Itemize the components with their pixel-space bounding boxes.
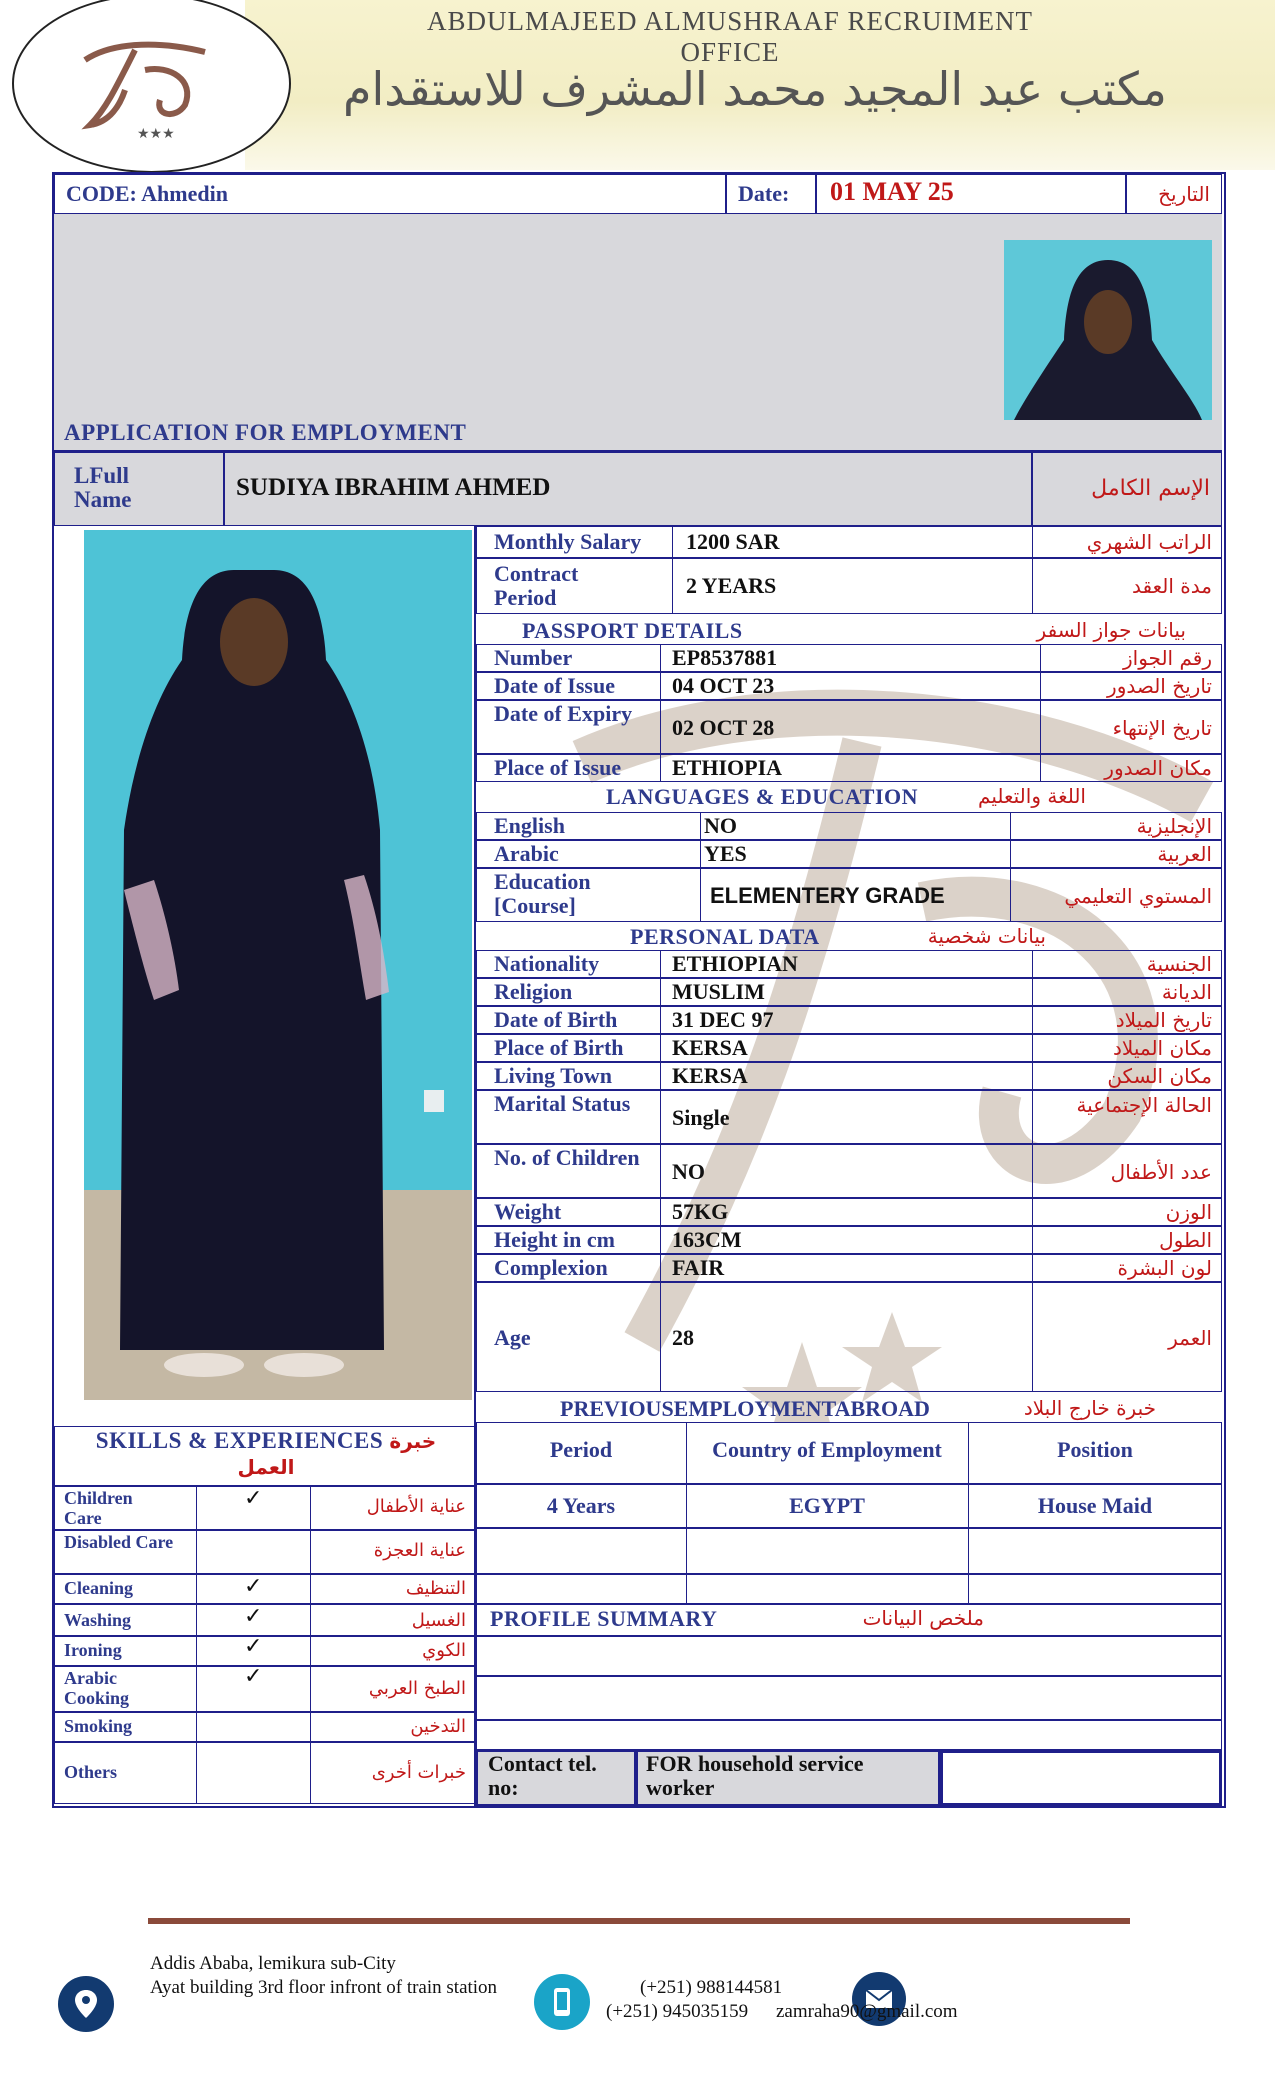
employment-country: EGYPT [789, 1493, 865, 1518]
table-row [476, 1720, 1222, 1750]
english-ar: الإنجليزية [1136, 814, 1212, 838]
office-name-ar: مكتب عبد المجيد محمد المشرف للاستقدام [343, 62, 1167, 116]
skill-ar: خبرات أخرى [371, 1762, 466, 1783]
religion-ar: الديانة [1161, 980, 1212, 1004]
english-label: English [494, 813, 565, 838]
marital-value: Single [672, 1105, 730, 1130]
footer-rule [148, 1918, 1130, 1924]
education-value: ELEMENTERY GRADE [710, 883, 945, 908]
application-form [52, 172, 1226, 1808]
email-address: zamraha90@gmail.com [776, 2001, 958, 2022]
skill-label: Arabic Cooking [64, 1668, 130, 1708]
country-header: Country of Employment [712, 1437, 942, 1462]
children-ar: عدد الأطفال [1110, 1160, 1212, 1184]
skill-ar: التدخين [410, 1716, 466, 1737]
contract-period-ar: مدة العقد [1132, 574, 1212, 598]
religion-label: Religion [494, 979, 573, 1004]
divider [1010, 812, 1011, 922]
arabic-label: Arabic [494, 841, 559, 866]
skill-label: Smoking [64, 1716, 133, 1736]
expiry-date-ar: تاريخ الإنتهاء [1112, 716, 1212, 740]
skill-label: Ironing [64, 1640, 122, 1660]
skills-title-en: SKILLS & EXPERIENCES [95, 1428, 384, 1453]
divider [1032, 950, 1033, 1392]
marital-ar: الحالة الإجتماعية [1076, 1093, 1212, 1117]
passport-number-ar: رقم الجواز [1123, 646, 1212, 670]
passport-photo [1004, 240, 1212, 420]
form-title: APPLICATION FOR EMPLOYMENT [64, 420, 467, 445]
skill-ar: عناية العجزة [373, 1540, 466, 1561]
salary-value: 1200 SAR [686, 529, 780, 554]
name-label-line1: LFull [74, 463, 129, 488]
table-row [476, 1676, 1222, 1720]
skill-label: Cleaning [64, 1578, 134, 1598]
issue-date-ar: تاريخ الصدور [1107, 674, 1212, 698]
nationality-value: ETHIOPIAN [672, 951, 798, 976]
arabic-ar: العربية [1157, 842, 1212, 866]
education-ar: المستوي التعليمي [1064, 884, 1212, 908]
education-label: Education [Course] [494, 869, 591, 918]
height-ar: الطول [1159, 1228, 1212, 1252]
skill-ar: الكوي [422, 1640, 466, 1661]
phone-icon [534, 1974, 590, 2030]
passport-number-label: Number [494, 645, 573, 670]
contact-value: FOR household service worker [646, 1751, 864, 1800]
birthplace-label: Place of Birth [494, 1035, 624, 1060]
check-icon: ✓ [244, 1574, 263, 1599]
date-value: 01 MAY 25 [830, 177, 954, 206]
skill-ar: التنظيف [405, 1578, 466, 1599]
divider [660, 950, 661, 1392]
dob-ar: تاريخ الميلاد [1115, 1008, 1212, 1032]
divider [1040, 644, 1041, 782]
skill-label: Disabled Care [64, 1532, 174, 1552]
contact-label: Contact tel. no: [488, 1751, 597, 1800]
languages-title-ar: اللغة والتعليم [978, 784, 1086, 808]
table-row [476, 1574, 1222, 1604]
nationality-label: Nationality [494, 951, 600, 976]
check-icon: ✓ [244, 1664, 263, 1689]
expiry-date-value: 02 OCT 28 [672, 715, 775, 740]
divider [968, 1422, 969, 1604]
dob-value: 31 DEC 97 [672, 1007, 774, 1032]
living-town-label: Living Town [494, 1063, 613, 1088]
age-value: 28 [672, 1325, 694, 1350]
complexion-ar: لون البشرة [1117, 1256, 1212, 1280]
location-pin-icon [58, 1976, 114, 2032]
full-body-photo [84, 530, 472, 1400]
complexion-label: Complexion [494, 1255, 608, 1280]
weight-value: 57KG [672, 1199, 729, 1224]
position-header: Position [1057, 1437, 1133, 1462]
divider [196, 1486, 197, 1804]
place-issue-ar: مكان الصدور [1104, 756, 1212, 780]
divider [310, 1486, 311, 1804]
divider [700, 812, 701, 922]
name-label [74, 464, 131, 512]
skill-label: Children Care [64, 1488, 133, 1528]
birthplace-ar: مكان الميلاد [1113, 1036, 1212, 1060]
office-name-line2: OFFICE [680, 37, 780, 67]
data-column [476, 526, 1222, 1426]
employment-period: 4 Years [546, 1493, 616, 1518]
skill-label: Others [64, 1762, 117, 1782]
divider [660, 644, 661, 782]
profile-title: PROFILE SUMMARY [490, 1606, 718, 1631]
height-value: 163CM [672, 1227, 742, 1252]
arabic-value: YES [704, 841, 747, 866]
name-label-ar: الإسم الكامل [1091, 476, 1210, 501]
dob-label: Date of Birth [494, 1007, 618, 1032]
skill-ar: عناية الأطفال [366, 1496, 466, 1517]
personal-title-ar: بيانات شخصية [927, 924, 1046, 948]
address-line2: Ayat building 3rd floor infront of train station [150, 1977, 498, 1998]
nationality-ar: الجنسية [1146, 952, 1212, 976]
skills-title [76, 1428, 456, 1480]
passport-title: PASSPORT DETAILS [522, 618, 743, 643]
marital-label: Marital Status [494, 1091, 631, 1116]
height-label: Height in cm [494, 1227, 615, 1252]
office-name-en [300, 6, 1160, 68]
skills-title-ar: خبرة العمل [237, 1429, 437, 1479]
place-issue-label: Place of Issue [494, 755, 622, 780]
code-text: CODE: Ahmedin [66, 181, 228, 206]
issue-date-value: 04 OCT 23 [672, 673, 775, 698]
languages-title: LANGUAGES & EDUCATION [606, 784, 919, 809]
complexion-value: FAIR [672, 1255, 725, 1280]
profile-title-ar: ملخص البيانات [862, 1606, 984, 1630]
divider [686, 1422, 687, 1604]
personal-title: PERSONAL DATA [630, 924, 820, 949]
place-issue-value: ETHIOPIA [672, 755, 783, 780]
living-town-ar: مكان السكن [1107, 1064, 1212, 1088]
address-line1: Addis Ababa, lemikura sub-City [150, 1953, 396, 1974]
salary-label: Monthly Salary [494, 529, 642, 554]
contact-empty-cell [940, 1750, 1222, 1806]
contract-period-label: Contract Period [494, 561, 579, 610]
check-icon: ✓ [244, 1634, 263, 1659]
contract-period-value: 2 YEARS [686, 573, 777, 598]
passport-number-value: EP8537881 [672, 645, 778, 670]
issue-date-label: Date of Issue [494, 673, 615, 698]
english-value: NO [704, 813, 737, 838]
full-name: SUDIYA IBRAHIM AHMED [236, 474, 551, 501]
office-name-line1: ABDULMAJEED ALMUSHRAAF RECRUIMENT [426, 6, 1034, 36]
date-label: Date: [738, 181, 790, 206]
skill-ar: الغسيل [411, 1610, 466, 1631]
living-town-value: KERSA [672, 1063, 748, 1088]
expiry-date-label: Date of Expiry [494, 701, 633, 726]
svg-text:★★★: ★★★ [137, 127, 175, 140]
salary-ar: الراتب الشهري [1086, 530, 1212, 554]
weight-ar: الوزن [1165, 1200, 1212, 1224]
birthplace-value: KERSA [672, 1035, 748, 1060]
religion-value: MUSLIM [672, 979, 765, 1004]
children-value: NO [672, 1159, 705, 1184]
previous-title: PREVIOUSEMPLOYMENTABROAD [560, 1396, 930, 1421]
table-row [476, 1528, 1222, 1574]
age-label: Age [494, 1325, 531, 1350]
office-logo [75, 30, 215, 140]
date-label-ar: التاريخ [1158, 182, 1210, 206]
children-label: No. of Children [494, 1145, 640, 1170]
table-row [476, 1636, 1222, 1676]
phone-primary: (+251) 988144581 [640, 1977, 783, 1998]
weight-label: Weight [494, 1199, 562, 1224]
skill-ar: الطبخ العربي [368, 1678, 466, 1699]
phone-secondary: (+251) 945035159 [606, 2001, 749, 2022]
period-header: Period [549, 1437, 613, 1462]
age-ar: العمر [1168, 1326, 1212, 1350]
skill-label: Washing [64, 1610, 132, 1630]
check-icon: ✓ [244, 1486, 263, 1511]
name-label-line2: Name [74, 487, 132, 512]
previous-title-ar: خبرة خارج البلاد [1023, 1396, 1156, 1420]
passport-title-ar: بيانات جواز السفر [1036, 618, 1186, 642]
employment-position: House Maid [1037, 1493, 1153, 1518]
check-icon: ✓ [244, 1604, 263, 1629]
